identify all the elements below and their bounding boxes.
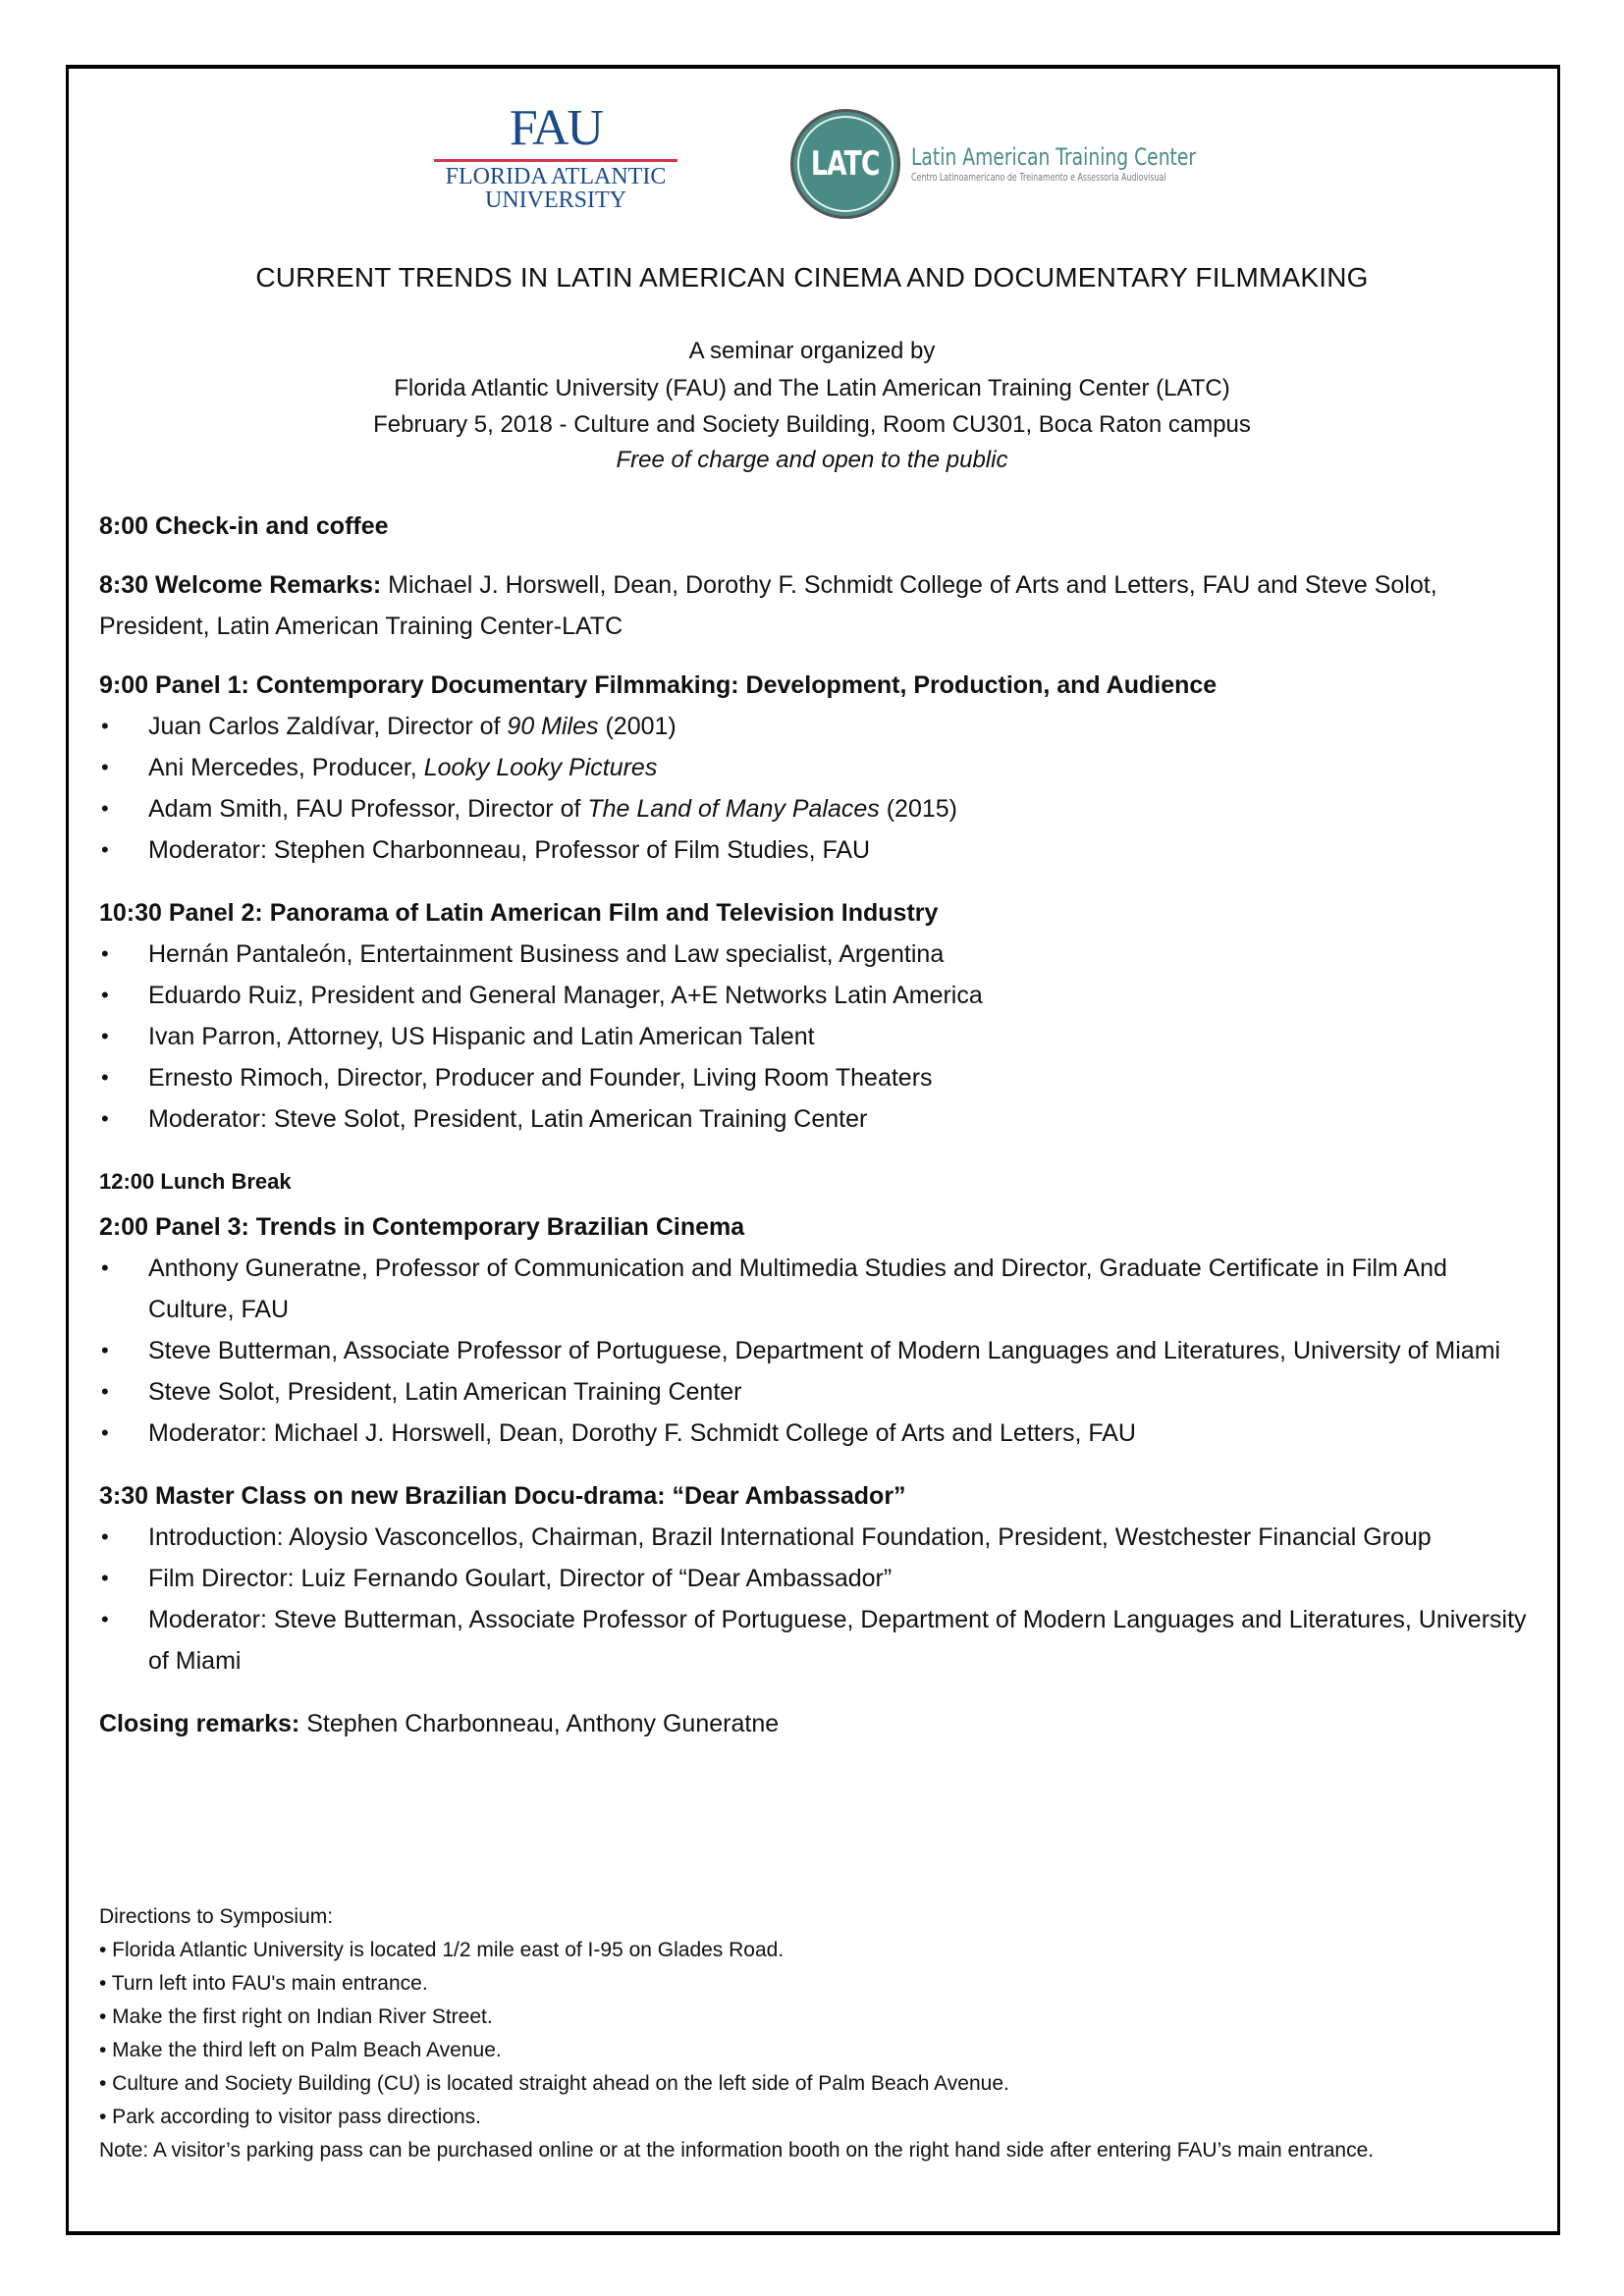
directions-step: • Turn left into FAU's main entrance. bbox=[99, 1972, 428, 1995]
bullet-icon: • bbox=[101, 983, 109, 1007]
list-item bbox=[99, 934, 1533, 975]
item-text: Steve Solot, President, Latin American Training Center bbox=[148, 1378, 742, 1406]
directions-heading: Directions to Symposium: bbox=[99, 1905, 334, 1928]
bullet-icon: • bbox=[101, 1566, 109, 1590]
bullet-icon: • bbox=[101, 755, 109, 779]
list-item bbox=[99, 1330, 1533, 1371]
item-text: Ani Mercedes, Producer, bbox=[148, 754, 424, 781]
agenda bbox=[99, 506, 1533, 1744]
bullet-icon: • bbox=[101, 1065, 109, 1090]
bullet-icon: • bbox=[101, 1338, 109, 1362]
agenda-welcome bbox=[99, 564, 1533, 647]
list-item bbox=[99, 1016, 1533, 1057]
item-text: Juan Carlos Zaldívar, Director of bbox=[148, 713, 508, 740]
item-text: Eduardo Ruiz, President and General Manager, A+E Networks Latin America bbox=[148, 982, 983, 1009]
item-text: Adam Smith, FAU Professor, Director of bbox=[148, 795, 588, 823]
list-item bbox=[99, 788, 1533, 829]
bullet-icon: • bbox=[101, 1379, 109, 1404]
item-text: Moderator: Stephen Charbonneau, Professor of Film Studies, FAU bbox=[148, 836, 871, 864]
list-item bbox=[99, 829, 1533, 871]
fau-logo-red-rule bbox=[434, 159, 677, 162]
directions-step: • Florida Atlantic University is located 1/2 mile east of I-95 on Glades Road. bbox=[99, 1939, 785, 1961]
latc-logo-circle bbox=[790, 109, 900, 219]
item-text: Steve Butterman, Associate Professor of Portuguese, Department of Modern Languages and Literatures, University of Miami bbox=[148, 1337, 1501, 1364]
directions-step: • Make the third left on Palm Beach Avenue. bbox=[99, 2039, 502, 2061]
masterclass-list bbox=[99, 1517, 1533, 1682]
fau-logo-name-line1: FLORIDA ATLANTIC bbox=[445, 164, 667, 189]
company-name: Looky Looky Pictures bbox=[423, 754, 658, 781]
bullet-icon: • bbox=[101, 1255, 109, 1280]
bullet-icon: • bbox=[101, 1420, 109, 1445]
organizers: Florida Atlantic University (FAU) and The Latin American Training Center (LATC) bbox=[394, 375, 1230, 401]
item-text: Moderator: Steve Butterman, Associate Professor of Portuguese, Department of Modern Languages and Literatures, University of Miami bbox=[148, 1606, 1527, 1675]
directions-step: • Park according to visitor pass directions. bbox=[99, 2106, 482, 2128]
parking-note: Note: A visitor’s parking pass can be purchased online or at the information booth on the right hand side after entering FAU’s main entrance. bbox=[99, 2139, 1375, 2162]
list-item bbox=[99, 1371, 1533, 1413]
item-text: Ernesto Rimoch, Director, Producer and Founder, Living Room Theaters bbox=[148, 1064, 933, 1092]
list-item bbox=[99, 1558, 1533, 1599]
latc-name: Latin American Training Center bbox=[911, 143, 1197, 171]
item-text: Film Director: Luiz Fernando Goulart, Director of “Dear Ambassador” bbox=[148, 1565, 893, 1592]
bullet-icon: • bbox=[101, 1524, 109, 1549]
directions-step: • Culture and Society Building (CU) is located straight ahead on the left side of Palm Beach Avenue. bbox=[99, 2072, 1009, 2095]
film-title: 90 Miles bbox=[507, 713, 599, 740]
agenda-checkin: 8:00 Check-in and coffee bbox=[99, 512, 389, 540]
panel3-list bbox=[99, 1248, 1533, 1454]
item-text: Ivan Parron, Attorney, US Hispanic and Latin American Talent bbox=[148, 1023, 815, 1050]
panel1-list bbox=[99, 706, 1533, 871]
page-title: CURRENT TRENDS IN LATIN AMERICAN CINEMA AND DOCUMENTARY FILMMAKING bbox=[255, 262, 1369, 293]
panel3-heading: 2:00 Panel 3: Trends in Contemporary Brazilian Cinema bbox=[99, 1213, 745, 1241]
bullet-icon: • bbox=[101, 941, 109, 966]
bullet-icon: • bbox=[101, 796, 109, 821]
fau-logo bbox=[434, 100, 677, 213]
closing-remarks bbox=[99, 1703, 1533, 1744]
panel2-list bbox=[99, 934, 1533, 1140]
list-item bbox=[99, 1517, 1533, 1558]
item-text: Hernán Pantaleón, Entertainment Business and Law specialist, Argentina bbox=[148, 940, 945, 968]
list-item bbox=[99, 1057, 1533, 1098]
list-item bbox=[99, 706, 1533, 747]
item-text: (2001) bbox=[598, 713, 677, 740]
bullet-icon: • bbox=[101, 1607, 109, 1631]
film-title: The Land of Many Palaces bbox=[587, 795, 880, 823]
closing-text: Stephen Charbonneau, Anthony Guneratne bbox=[299, 1710, 780, 1737]
directions bbox=[99, 1900, 1533, 2167]
welcome-text: Michael J. Horswell, Dean, Dorothy F. Schmidt College of Arts and Letters, FAU and Steve Solot, President, Latin American Training Center-LATC bbox=[99, 571, 1437, 640]
organized-by: A seminar organized by bbox=[688, 338, 936, 364]
item-text: Moderator: Michael J. Horswell, Dean, Dorothy F. Schmidt College of Arts and Letters, FAU bbox=[148, 1419, 1136, 1447]
lunch-break: 12:00 Lunch Break bbox=[99, 1169, 292, 1194]
list-item bbox=[99, 747, 1533, 788]
fau-logo-name-line2: UNIVERSITY bbox=[485, 187, 626, 213]
list-item bbox=[99, 1248, 1533, 1330]
list-item bbox=[99, 1413, 1533, 1454]
panel2-heading: 10:30 Panel 2: Panorama of Latin American Film and Television Industry bbox=[99, 899, 939, 927]
latc-subtitle: Centro Latinoamericano de Treinamento e Assessoria Audiovisual bbox=[911, 171, 1166, 184]
list-item bbox=[99, 975, 1533, 1016]
bullet-icon: • bbox=[101, 1106, 109, 1131]
bullet-icon: • bbox=[101, 837, 109, 862]
bullet-icon: • bbox=[101, 714, 109, 738]
date-location: February 5, 2018 - Culture and Society Building, Room CU301, Boca Raton campus bbox=[373, 411, 1251, 438]
item-text: Anthony Guneratne, Professor of Communication and Multimedia Studies and Director, Graduate Certificate in Film And Culture, FAU bbox=[148, 1255, 1447, 1323]
panel1-heading: 9:00 Panel 1: Contemporary Documentary Filmmaking: Development, Production, and Audience bbox=[99, 671, 1218, 699]
item-text: (2015) bbox=[879, 795, 957, 823]
bullet-icon: • bbox=[101, 1024, 109, 1048]
welcome-label: 8:30 Welcome Remarks: bbox=[99, 571, 382, 599]
item-text: Introduction: Aloysio Vasconcellos, Chairman, Brazil International Foundation, President, Westchester Financial Group bbox=[148, 1523, 1432, 1551]
latc-logo-text bbox=[911, 143, 1276, 185]
item-text: Moderator: Steve Solot, President, Latin American Training Center bbox=[148, 1105, 868, 1133]
masterclass-heading: 3:30 Master Class on new Brazilian Docu-drama: “Dear Ambassador” bbox=[99, 1482, 906, 1510]
admission-note: Free of charge and open to the public bbox=[616, 447, 1008, 473]
list-item bbox=[99, 1599, 1533, 1682]
list-item bbox=[99, 1098, 1533, 1140]
latc-logo-mark: LATC bbox=[811, 144, 880, 184]
directions-step: • Make the first right on Indian River Street. bbox=[99, 2005, 493, 2028]
closing-label: Closing remarks: bbox=[99, 1710, 300, 1737]
fau-logo-mark: FAU bbox=[509, 100, 603, 156]
